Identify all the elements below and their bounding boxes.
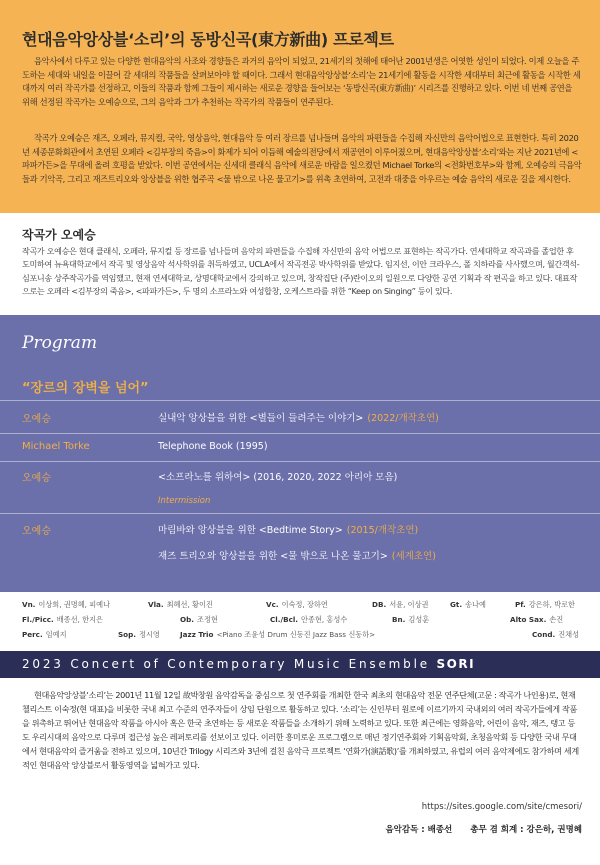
- banner-title: [22, 657, 475, 671]
- performer-names: 송나예: [465, 600, 486, 609]
- performer-instrument: Bn.: [392, 615, 406, 624]
- performer-entry: [180, 630, 375, 640]
- banner-brand: SORI: [436, 657, 476, 671]
- performer-entry: [148, 600, 213, 610]
- intro-paragraph-2: [22, 132, 582, 186]
- intro-section: [0, 0, 600, 213]
- program-work-title: 마림바와 앙상블을 위한 <Bedtime Story>: [158, 525, 343, 536]
- performers-row: [0, 615, 600, 629]
- program-divider: [0, 461, 600, 462]
- performer-entry: [118, 630, 160, 640]
- program-composer: 오예승: [22, 414, 51, 425]
- performer-names: 안종현, 홍성수: [301, 615, 348, 624]
- program-divider: [0, 513, 600, 514]
- performer-entry: [450, 600, 486, 610]
- performer-instrument: Perc.: [22, 630, 43, 639]
- performer-instrument: DB.: [372, 600, 387, 609]
- performer-names: 조정현: [197, 615, 218, 624]
- website-url[interactable]: https://sites.google.com/site/cmesori/: [421, 802, 582, 812]
- performer-entry: [515, 600, 575, 610]
- performer-entry: [372, 600, 428, 610]
- program-work-note: (2015/개작초연): [346, 525, 419, 536]
- performer-names: 서윤, 이상권: [389, 600, 429, 609]
- program-work-title: 재즈 트리오와 앙상블을 위한 <물 밖으로 나온 물고기>: [158, 551, 388, 562]
- performer-names: 배종선, 한지은: [56, 615, 103, 624]
- program-work: [158, 522, 418, 536]
- composer-title: 작곡가 오예승: [22, 228, 96, 242]
- performer-instrument: Gt.: [450, 600, 463, 609]
- program-item: [0, 441, 600, 459]
- about-section: [0, 678, 600, 865]
- performer-entry: [392, 615, 429, 625]
- performer-instrument: Alto Sax.: [510, 615, 547, 624]
- performers-section: [0, 592, 600, 648]
- performer-instrument: Sop.: [118, 630, 136, 639]
- program-work-note: (2022/개작초연): [367, 413, 439, 424]
- program-work: [158, 548, 436, 562]
- program-heading: Program: [22, 333, 98, 353]
- performer-instrument: Cond.: [532, 630, 556, 639]
- program-composer: 오예승: [22, 526, 51, 537]
- performer-entry: [22, 615, 103, 625]
- credits: [367, 823, 582, 835]
- performer-instrument: Vc.: [266, 600, 279, 609]
- about-body: 현대음악앙상블‘소리’는 2001년 11월 12일 故박창원 음악감독을 중심으로 첫 연주회를 개최한 한국 최초의 현대음악 전문 연주단체(고문 : 작곡가 나인용)로, 현재 첼리스트 이숙정(현 대표)을 비롯한 국내 최고 수준의 연주자들이 상임 단원으로 활동하고 있다. ‘소리’는 신인부터 원로에 이르기까지 국내외의 여러 작곡가들에게 작품을 위촉하고 뛰어난 현대음악 작품을 아시아 혹은 한국 초연하는 등 새로운 작품들을 소개하기 위해 노력하고 있다. 또한 최근에는 영화음악, 어린이 음악, 재즈, 탱고 등도 우리시대의 음악으로 다루며 접근성 높은 레퍼토리를 선보이고 있다. 이러한 흥미로운 프로그램으로 매년 정기연주회와 기획음악회, 초청음악회 등 다양한 국내 무대에서 현대음악의 즐거움을 전하고 있으며, 10년간 Trilogy 시리즈와 3년에 걸친 음악극 프로젝트 ‘연화가(演話歌)’를 개최하였고, 유럽의 여러 음악제에도 참가하며 세계적인 현대음악 앙상블로서 활동영역을 넓혀가고 있다.: [22, 690, 579, 770]
- music-director: 음악감독 : 배종선: [385, 825, 453, 835]
- performer-names: 이숙정, 장하연: [281, 600, 328, 609]
- program-composer: 오예승: [22, 473, 51, 484]
- performer-instrument: Cl./Bcl.: [270, 615, 299, 624]
- concert-banner: [0, 651, 600, 678]
- performer-entry: [22, 600, 110, 610]
- performer-entry: [510, 615, 563, 625]
- performer-instrument: Ob.: [180, 615, 194, 624]
- performers-row: [0, 630, 600, 644]
- performer-names: 강은하, 박로한: [528, 600, 575, 609]
- intro-paragraph-1-text: 음악사에서 다루고 있는 다양한 현대음악의 사조와 경향들은 과거의 음악이 되었고, 21세기의 첫해에 태어난 2001년생은 어엿한 성인이 되었다. 이제 오늘을 주도하는 세대와 내일을 이끌어 갈 세대의 작품들을 살펴보아야 할 때이다. 그래서 현대음악앙상블‘소리’는 21세기에 활동을 시작한 세대부터 최근에 활동을 시작한 세대까지 여러 작곡가를 선정하고, 이들의 작품과 함께 그들이 제시하는 새로운 경향을 들어보는 ‘동방신곡(東方新曲)’ 시리즈를 진행하고 있다. 이번 네 번째 공연을 위해 선정된 작곡가는 오예승으로, 그의 음악과 그가 추천하는 작곡가의 작품들이 연주된다.: [22, 56, 581, 107]
- program-item: [0, 522, 600, 540]
- performer-entry: [532, 630, 579, 640]
- program-item: [0, 548, 600, 566]
- program-divider: [0, 433, 600, 434]
- program-composer: Michael Torke: [22, 441, 90, 452]
- program-section: [0, 315, 600, 592]
- performer-instrument: Vla.: [148, 600, 164, 609]
- program-work: [158, 441, 268, 452]
- performer-instrument: Fl./Picc.: [22, 615, 54, 624]
- program-work: [158, 469, 397, 483]
- performer-entry: [266, 600, 328, 610]
- program-work-note: (세계초연): [391, 551, 436, 562]
- composer-section: [0, 213, 600, 315]
- program-work-title: Telephone Book (1995): [158, 441, 268, 452]
- performer-instrument: Jazz Trio: [180, 630, 214, 639]
- performer-names: 이상희, 권명혜, 피예나: [38, 600, 111, 609]
- intro-paragraph-2-text: 작곡가 오예승은 재즈, 오페라, 뮤지컬, 국악, 영상음악, 현대음악 등 여러 장르를 넘나들며 음악의 파편들을 수집해 자신만의 음악어법으로 표현한다. 특히 2020년 세종문화회관에서 초연된 오페라 <김부장의 죽음>이 화제가 되어 이듬해 예술의전당에서 재공연이 이루어졌으며, 현대음악앙상블‘소리’와는 지난 2021년에 <파파가든>을 무대에 올려 호평을 받았다. 이번 공연에서는 신세대 클래식 음악에 새로운 바람을 일으켰던 Michael Torke의 <전화번호부>와 함께, 오예승의 극음악들과 기악곡, 그리고 재즈트리오와 앙상블을 위한 협주곡 <물 밖으로 나온 물고기>를 위촉 초연하여, 고전과 대중을 아우르는 예술 음악의 새로운 길을 제시한다.: [22, 133, 582, 184]
- performer-names: 최혜선, 황이진: [166, 600, 213, 609]
- intro-title: 현대음악앙상블‘소리’의 동방신곡(東方新曲) 프로젝트: [22, 30, 394, 49]
- program-work-title: <소프라노를 위하여> (2016, 2020, 2022 아리아 모음): [158, 472, 398, 483]
- performer-names: 손진: [549, 615, 564, 624]
- composer-bio: 작곡가 오예승은 현대 클래식, 오페라, 뮤지컬 등 장르를 넘나들며 음악의 파편들을 수집해 자신만의 음악 어법으로 표현하는 작곡가다. 연세대학교 작곡과를 졸업한 후 도미하여 뉴욕대학교에서 작곡 및 영상음악 석사학위를 취득하였고, UCLA에서 작곡전공 박사학위를 받았다. 임지선, 이안 크라우스, 폴 치하라를 사사했으며, 월간객석-심포니송 상주작곡가를 역임했고, 현재 연세대학교, 상명대학교에서 강의하고 있으며, 창작집단 (주)란이오의 일원으로 다양한 공연 기획과 작 편곡을 하고 있다. 대표작으로는 오페라 <김부장의 죽음>, <파파가든>, 두 명의 소프라노와 여성합창, 오케스트라를 위한 “Keep on Singing” 등이 있다.: [22, 246, 580, 296]
- performer-instrument: Vn.: [22, 600, 36, 609]
- performer-names: 김성훈: [408, 615, 430, 624]
- program-item: [0, 469, 600, 487]
- performer-names: 진채성: [558, 630, 580, 639]
- program-work-title: 실내악 앙상블을 위한 <별들이 들려주는 이야기>: [158, 413, 364, 424]
- performers-row: [0, 600, 600, 614]
- performer-entry: [270, 615, 347, 625]
- performer-names: 임예지: [45, 630, 67, 639]
- program-theme: “장르의 장벽을 넘어”: [22, 381, 149, 396]
- performer-entry: [22, 630, 67, 640]
- performer-instrument: Pf.: [515, 600, 526, 609]
- program-intermission: Intermission: [158, 496, 211, 506]
- program-item: [0, 410, 600, 428]
- performer-names: 정시영: [139, 630, 160, 639]
- program-divider: [0, 400, 600, 401]
- performer-entry: [180, 615, 218, 625]
- program-work: [158, 410, 439, 424]
- general-manager: 총무 겸 회계 : 강은하, 권명혜: [470, 825, 582, 835]
- performer-names: <Piano 조윤성 Drum 신동진 Jazz Bass 신동하>: [216, 630, 376, 639]
- banner-text: 2023 Concert of Contemporary Music Ensemble: [22, 657, 430, 671]
- intro-paragraph-1: [22, 55, 582, 109]
